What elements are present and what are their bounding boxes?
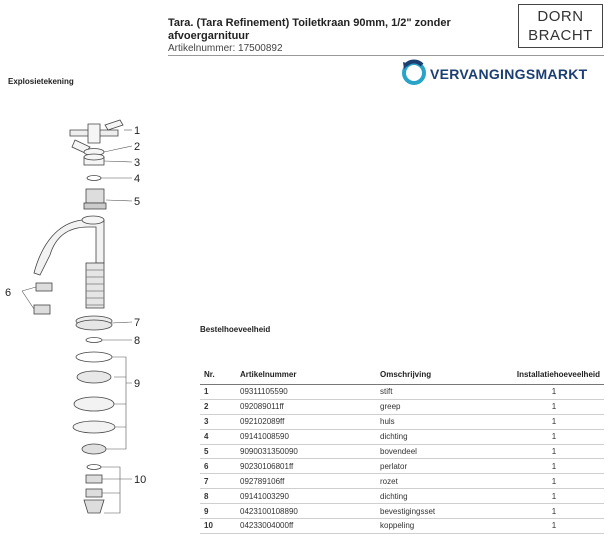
parts-section-title: Bestelhoeveelheid (200, 325, 271, 334)
row-article: 9090031350090 (236, 444, 376, 459)
row-nr: 8 (200, 489, 236, 504)
row-article: 0423100108890 (236, 504, 376, 519)
table-row (200, 414, 604, 429)
row-description: stift (376, 385, 504, 400)
callout-8: 8 (134, 335, 141, 347)
logo-line-2: BRACHT (528, 27, 593, 44)
header-divider (168, 55, 604, 56)
part-6-aerator (34, 283, 52, 314)
table-header-row (200, 364, 604, 385)
part-10-coupling (84, 465, 104, 514)
row-quantity: 1 (504, 414, 604, 429)
callout-2: 2 (134, 141, 141, 153)
row-quantity: 1 (504, 429, 604, 444)
row-description: dichting (376, 489, 504, 504)
row-quantity: 1 (504, 385, 604, 400)
row-description: perlator (376, 459, 504, 474)
row-nr: 6 (200, 459, 236, 474)
parts-table (200, 364, 604, 534)
row-quantity: 1 (504, 459, 604, 474)
table-row (200, 399, 604, 414)
row-description: bevestigingsset (376, 504, 504, 519)
row-quantity: 1 (504, 519, 604, 534)
circular-arrows-icon (403, 62, 424, 83)
row-description: greep (376, 399, 504, 414)
row-quantity: 1 (504, 474, 604, 489)
row-quantity: 1 (504, 444, 604, 459)
col-quantity: Installatiehoeveelheid (504, 364, 604, 385)
row-nr: 4 (200, 429, 236, 444)
row-quantity: 1 (504, 399, 604, 414)
callout-3: 3 (134, 157, 141, 169)
row-nr: 2 (200, 399, 236, 414)
table-row (200, 385, 604, 400)
row-description: dichting (376, 429, 504, 444)
col-description: Omschrijving (376, 364, 504, 385)
callout-9: 9 (134, 378, 141, 390)
row-nr: 3 (200, 414, 236, 429)
callout-7: 7 (134, 317, 141, 329)
part-1-handle (70, 120, 123, 153)
tap-body (34, 216, 104, 308)
vervangingsmarkt-logo-text: VERVANGINGSMARKT (430, 66, 588, 82)
callout-10: 10 (134, 474, 147, 486)
row-nr: 1 (200, 385, 236, 400)
row-description: koppeling (376, 519, 504, 534)
row-article: 092089011ff (236, 399, 376, 414)
part-5-top (84, 189, 106, 209)
product-title: Tara. (Tara Refinement) Toiletkraan 90mm, 1/2" zonder afvoergarnituur (168, 17, 451, 42)
row-nr: 9 (200, 504, 236, 519)
row-quantity: 1 (504, 504, 604, 519)
row-article: 09311105590 (236, 385, 376, 400)
row-article: 09141003290 (236, 489, 376, 504)
row-article: 092102089ff (236, 414, 376, 429)
dornbracht-logo (518, 4, 603, 48)
part-7-rosette (76, 316, 112, 330)
table-row (200, 519, 604, 534)
article-number: Artikelnummer: 17500892 (168, 43, 283, 54)
row-article: 04233004000ff (236, 519, 376, 534)
row-article: 90230106801ff (236, 459, 376, 474)
row-article: 092789106ff (236, 474, 376, 489)
row-description: rozet (376, 474, 504, 489)
row-nr: 10 (200, 519, 236, 534)
table-row (200, 504, 604, 519)
table-row (200, 459, 604, 474)
drawing-section-title: Explosietekening (8, 77, 74, 86)
col-article: Artikelnummer (236, 364, 376, 385)
row-quantity: 1 (504, 489, 604, 504)
callout-6: 6 (5, 287, 12, 299)
table-row (200, 489, 604, 504)
table-row (200, 474, 604, 489)
table-row (200, 429, 604, 444)
row-description: bovendeel (376, 444, 504, 459)
row-nr: 7 (200, 474, 236, 489)
logo-line-1: DORN (537, 8, 584, 25)
col-nr: Nr. (200, 364, 236, 385)
callout-4: 4 (134, 173, 141, 185)
table-row (200, 444, 604, 459)
row-article: 09141008590 (236, 429, 376, 444)
row-description: huls (376, 414, 504, 429)
part-4-seal (87, 176, 101, 181)
part-8-seal (86, 338, 102, 343)
part-9-fixing-set (73, 352, 115, 454)
exploded-drawing (0, 115, 165, 550)
part-3-sleeve (84, 154, 104, 165)
callout-5: 5 (134, 196, 141, 208)
callout-1: 1 (134, 125, 141, 137)
row-nr: 5 (200, 444, 236, 459)
